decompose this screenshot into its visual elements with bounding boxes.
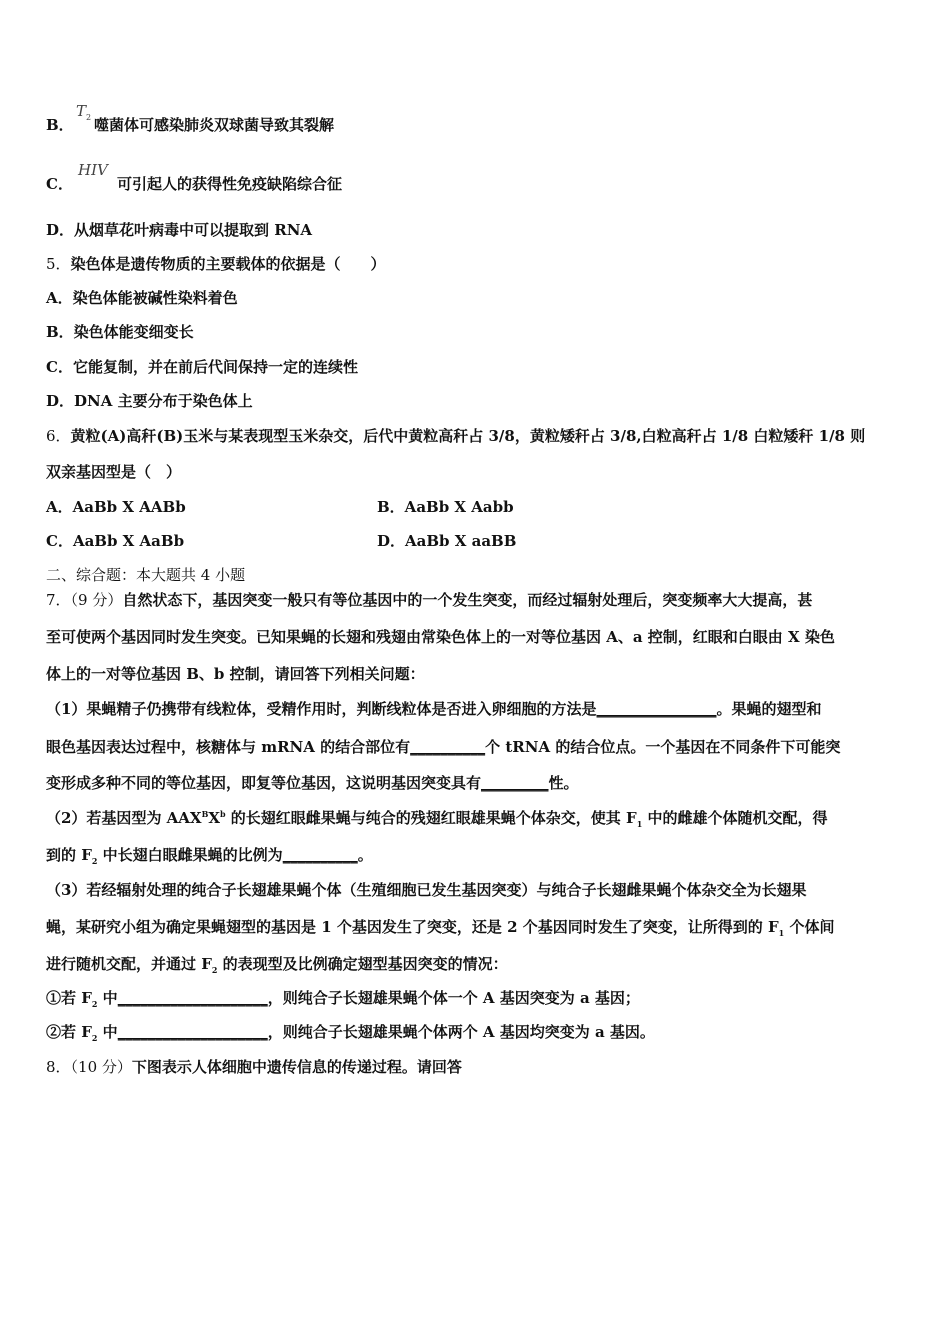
text: 个体间 xyxy=(784,918,835,936)
q5-option-d: D．DNA 主要分布于染色体上 xyxy=(46,392,253,410)
question-number: 7． xyxy=(46,591,71,609)
q6-option-d: D．AaBb X aaBB xyxy=(377,532,517,550)
subscript: 2 xyxy=(91,999,98,1009)
q7-part3-line1: （3）若经辐射处理的纯合子长翅雄果蝇个体（生殖细胞已发生基因突变）与纯合子长翅雌果蝇个体杂交全为长翅果 xyxy=(46,881,807,899)
answer-blank: __________ xyxy=(282,846,358,864)
q4-option-b xyxy=(46,115,74,135)
text: 。 xyxy=(357,846,373,864)
q6-option-c: C．AaBb X AaBb xyxy=(46,532,185,550)
text: 进行随机交配，并通过 F xyxy=(46,955,212,973)
text: X xyxy=(208,809,220,827)
question-score: （9 分） xyxy=(70,591,123,609)
t2-math-symbol: $T_2$ xyxy=(76,102,92,122)
subscript: 1 xyxy=(636,819,643,829)
q6-stem-line1 xyxy=(46,426,865,446)
answer-blank: __________ xyxy=(410,738,486,756)
question-number: 6． xyxy=(46,427,71,445)
q7-intro-line2: 至可使两个基因同时发生突变。已知果蝇的长翅和残翅由常染色体上的一对等位基因 A、a 控制，红眼和白眼由 X 染色 xyxy=(46,628,835,646)
text: 中 xyxy=(97,989,118,1007)
q4-option-b-text: 噬菌体可感染肺炎双球菌导致其裂解 xyxy=(94,116,335,134)
q7-part3-line2 xyxy=(46,917,834,937)
subscript: 1 xyxy=(778,928,785,938)
text: 个 tRNA 的结合位点。一个基因在不同条件下可能突 xyxy=(485,738,841,756)
question-text: 下图表示人体细胞中遗传信息的传递过程。请回答 xyxy=(131,1058,462,1076)
text: （1）果蝇精子仍携带有线粒体，受精作用时，判断线粒体是否进入卵细胞的方法是 xyxy=(46,700,597,718)
text: 的表现型及比例确定翅型基因突变的情况： xyxy=(217,955,508,973)
q7-part2-line2 xyxy=(46,845,373,865)
question-stem: 黄粒(A)高秆(B)玉米与某表现型玉米杂交，后代中黄粒高秆占 3/8，黄粒矮秆占 3/8,白粒高秆占 1/8 白粒矮秆 1/8 则 xyxy=(70,427,866,445)
q4-option-c xyxy=(46,174,73,194)
text: 蝇，某研究小组为确定果蝇翅型的基因是 1 个基因发生了突变，还是 2 个基因同时发生了突变，让所得到的 F xyxy=(46,918,779,936)
option-label: B． xyxy=(46,116,74,134)
q7-intro-line1 xyxy=(46,590,812,610)
question-stem: 染色体是遗传物质的主要载体的依据是（ ） xyxy=(70,255,386,273)
q7-case2 xyxy=(46,1022,655,1042)
q7-part3-line3 xyxy=(46,954,508,974)
text: 中的雌雄个体随机交配，得 xyxy=(642,809,828,827)
q4-option-d: D．从烟草花叶病毒中可以提取到 RNA xyxy=(46,221,313,239)
answer-blank: ____________________ xyxy=(117,989,268,1007)
q7-part1-line1 xyxy=(46,699,821,719)
question-score: （10 分） xyxy=(70,1058,132,1076)
q6-option-b: B．AaBb X Aabb xyxy=(377,498,514,516)
question-text: 自然状态下，基因突变一般只有等位基因中的一个发生突变，而经过辐射处理后，突变频率大大提高，甚 xyxy=(122,591,813,609)
q5-stem xyxy=(46,254,386,274)
text: 性。 xyxy=(548,774,579,792)
q5-option-b: B．染色体能变细变长 xyxy=(46,323,194,341)
text: 中 xyxy=(97,1023,118,1041)
superscript: b xyxy=(219,809,226,819)
text: ，则纯合子长翅雄果蝇个体两个 A 基因均突变为 a 基因。 xyxy=(267,1023,655,1041)
hiv-math-symbol: HIV xyxy=(78,161,108,179)
answer-blank: ________________ xyxy=(596,700,717,718)
q6-option-a: A．AaBb X AABb xyxy=(46,498,186,516)
question-number: 5． xyxy=(46,255,71,273)
text: 中长翅白眼雌果蝇的比例为 xyxy=(97,846,283,864)
option-label: C． xyxy=(46,175,73,193)
q5-option-a: A．染色体能被碱性染料着色 xyxy=(46,289,238,307)
answer-blank: _________ xyxy=(481,774,549,792)
q4-option-c-text: 可引起人的获得性免疫缺陷综合征 xyxy=(117,175,343,193)
q5-option-c: C．它能复制，并在前后代间保持一定的连续性 xyxy=(46,358,358,376)
q7-part2-line1 xyxy=(46,808,828,828)
text: 的长翅红眼雌果蝇与纯合的残翅红眼雄果蝇个体杂交，使其 F xyxy=(225,809,637,827)
q7-part1-line3 xyxy=(46,773,579,793)
text: 眼色基因表达过程中，核糖体与 mRNA 的结合部位有 xyxy=(46,738,411,756)
subscript: 2 xyxy=(211,965,218,975)
text: 变形成多种不同的等位基因，即复等位基因，这说明基因突变具有 xyxy=(46,774,482,792)
q7-part1-line2 xyxy=(46,737,840,757)
text: （2）若基因型为 AAX xyxy=(46,809,202,827)
answer-blank: ____________________ xyxy=(117,1023,268,1041)
q7-case1 xyxy=(46,988,640,1008)
q6-stem-line2: 双亲基因型是（ ） xyxy=(46,463,182,481)
superscript: B xyxy=(201,809,209,819)
section-heading: 二、综合题：本大题共 4 小题 xyxy=(46,566,246,584)
q8-stem xyxy=(46,1057,462,1077)
text: 到的 F xyxy=(46,846,92,864)
text: 。果蝇的翅型和 xyxy=(716,700,822,718)
text: ①若 F xyxy=(46,989,92,1007)
subscript: 2 xyxy=(91,856,98,866)
text: ，则纯合子长翅雄果蝇个体一个 A 基因突变为 a 基因； xyxy=(267,989,640,1007)
subscript: 2 xyxy=(91,1033,98,1043)
question-number: 8． xyxy=(46,1058,71,1076)
q7-intro-line3: 体上的一对等位基因 B、b 控制，请回答下列相关问题： xyxy=(46,665,425,683)
text: ②若 F xyxy=(46,1023,92,1041)
